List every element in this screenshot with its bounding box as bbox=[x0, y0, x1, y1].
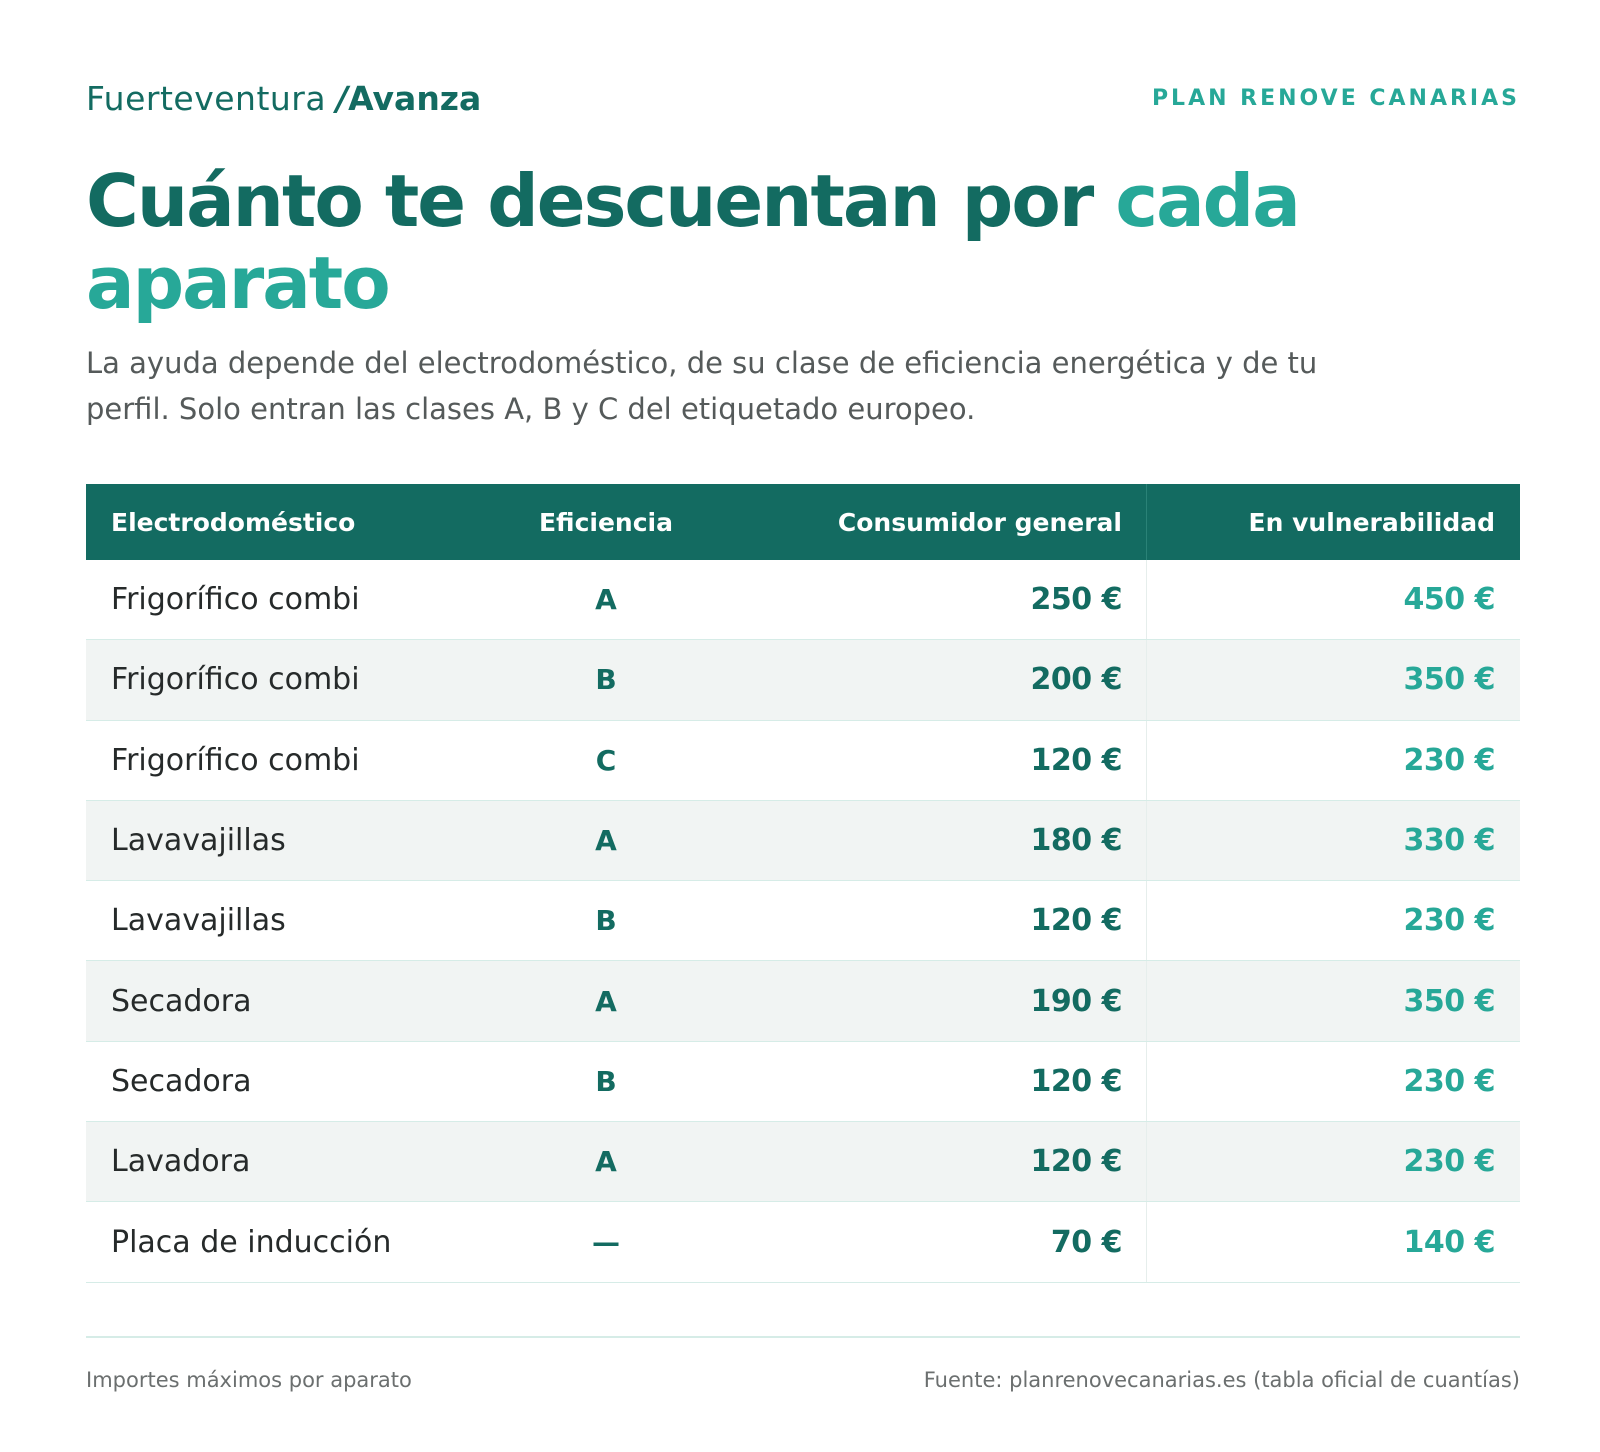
cell-vulnerable: 230 € bbox=[1146, 721, 1520, 800]
table-row bbox=[86, 1122, 1520, 1202]
cell-vulnerable: 140 € bbox=[1146, 1202, 1520, 1281]
table-row bbox=[86, 721, 1520, 801]
table-row bbox=[86, 1202, 1520, 1282]
cell-appliance: Frigorífico combi bbox=[111, 662, 360, 698]
table-row bbox=[86, 961, 1520, 1041]
cell-vulnerable: 450 € bbox=[1146, 560, 1520, 639]
cell-appliance: Frigorífico combi bbox=[111, 582, 360, 618]
cell-general: 120 € bbox=[1030, 1063, 1122, 1099]
cell-vulnerable: 330 € bbox=[1146, 801, 1520, 880]
subsidy-table bbox=[86, 484, 1520, 1283]
cell-efficiency: B bbox=[595, 663, 617, 697]
cell-efficiency: A bbox=[595, 583, 617, 617]
table-row bbox=[86, 640, 1520, 720]
column-header-appliance: Electrodoméstico bbox=[111, 507, 356, 537]
cell-efficiency: B bbox=[595, 904, 617, 938]
title-main: Cuánto te descuentan por bbox=[86, 159, 1093, 243]
cell-efficiency: B bbox=[595, 1064, 617, 1098]
cell-efficiency: — bbox=[592, 1225, 620, 1259]
brand-logo bbox=[86, 74, 481, 124]
table-header bbox=[86, 484, 1520, 560]
brand-accent: Avanza bbox=[348, 79, 482, 118]
cell-vulnerable: 350 € bbox=[1146, 640, 1520, 719]
brand-slash: / bbox=[336, 79, 349, 118]
footer-divider bbox=[86, 1336, 1520, 1338]
cell-appliance: Lavavajillas bbox=[111, 823, 286, 859]
cell-appliance: Lavadora bbox=[111, 1144, 251, 1180]
table-row bbox=[86, 801, 1520, 881]
footer-source: Fuente: planrenovecanarias.es (tabla oficial de cuantías) bbox=[923, 1368, 1520, 1392]
column-header-general: Consumidor general bbox=[837, 507, 1122, 537]
cell-efficiency: C bbox=[595, 743, 617, 777]
cell-vulnerable: 230 € bbox=[1146, 1042, 1520, 1121]
cell-general: 250 € bbox=[1030, 582, 1122, 618]
plan-label: PLAN RENOVE CANARIAS bbox=[1151, 86, 1520, 111]
page-subtitle: La ayuda depende del electrodoméstico, de su clase de eficiencia energética y de tu perfil. Solo entran las clases A, B y C del etiquetado europeo. bbox=[86, 346, 1318, 426]
page-title bbox=[86, 160, 1486, 324]
cell-general: 200 € bbox=[1030, 662, 1122, 698]
cell-appliance: Lavavajillas bbox=[111, 903, 286, 939]
cell-general: 190 € bbox=[1030, 983, 1122, 1019]
cell-appliance: Secadora bbox=[111, 1063, 252, 1099]
cell-general: 180 € bbox=[1030, 823, 1122, 859]
cell-vulnerable: 350 € bbox=[1146, 961, 1520, 1040]
brand-name: Fuerteventura bbox=[86, 79, 327, 118]
cell-appliance: Placa de inducción bbox=[111, 1224, 392, 1260]
cell-general: 120 € bbox=[1030, 903, 1122, 939]
cell-vulnerable: 230 € bbox=[1146, 881, 1520, 960]
top-bar bbox=[86, 74, 1520, 124]
cell-general: 120 € bbox=[1030, 1144, 1122, 1180]
column-header-vulnerable: En vulnerabilidad bbox=[1146, 484, 1520, 560]
cell-efficiency: A bbox=[595, 984, 617, 1018]
table-row bbox=[86, 1042, 1520, 1122]
table-row bbox=[86, 560, 1520, 640]
column-header-efficiency: Eficiencia bbox=[538, 507, 673, 537]
cell-appliance: Frigorífico combi bbox=[111, 742, 360, 778]
cell-efficiency: A bbox=[595, 824, 617, 858]
cell-efficiency: A bbox=[595, 1145, 617, 1179]
cell-general: 70 € bbox=[1050, 1224, 1122, 1260]
title-accent: cada aparato bbox=[86, 159, 1299, 325]
cell-appliance: Secadora bbox=[111, 983, 252, 1019]
cell-vulnerable: 230 € bbox=[1146, 1122, 1520, 1201]
table-row bbox=[86, 881, 1520, 961]
cell-general: 120 € bbox=[1030, 742, 1122, 778]
page bbox=[86, 0, 1520, 1452]
footer-note: Importes máximos por aparato bbox=[86, 1368, 412, 1392]
